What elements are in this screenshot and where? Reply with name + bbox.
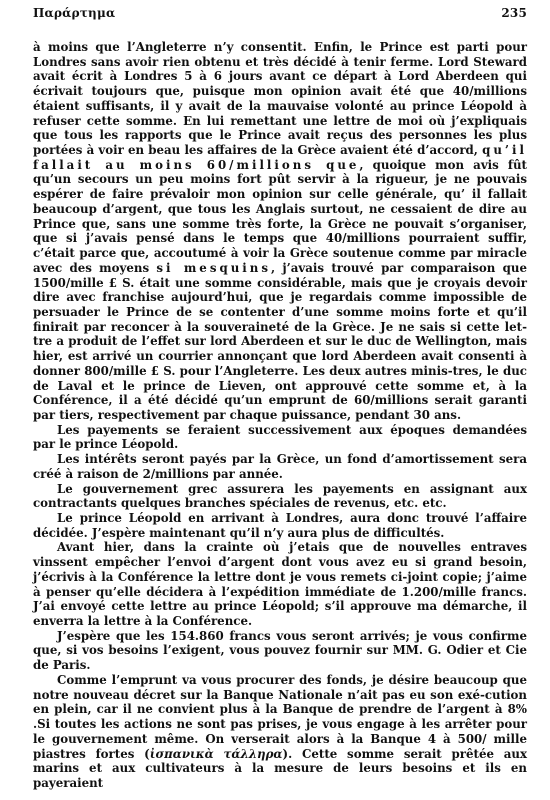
text-segment: Avant hier, dans la crainte où j’etais que de nouvelles entraves vinssent empêcher l’envoi d’argent dont vous avez eu si grand besoin, j’écrivis à la Conférence la lettre dont je vous remets ci-joint copie; j’aime à penser qu’elle décidera à l’expédition immédiate de 1.200/mille francs. J’ai envoyé cette lettre au prince Léopold; s’il approuve ma démarche, il enverra la lettre à la Conférence. — [33, 540, 527, 629]
body-text — [33, 40, 527, 791]
paragraph-6 — [33, 540, 527, 628]
page-header — [33, 6, 527, 26]
page-number: 235 — [501, 6, 527, 20]
paragraph-7 — [33, 629, 527, 673]
document-page — [33, 6, 527, 796]
paragraph-4 — [33, 482, 527, 511]
text-segment: Les intérêts seront payés par la Grèce, un fond d’amortissement sera créé à raison de 2/millions par année. — [33, 452, 527, 481]
spaced-emphasis: si mesquins — [156, 260, 271, 275]
text-segment: J’espère que les 154.860 francs vous seront arrivés; je vous confirme que, si vos besoins l’exigent, vous pouvez fournir sur MM. G. Odier et Cie de Paris. — [33, 628, 527, 673]
text-segment: Le gouvernement grec assurera les payements en assignant aux contractants quelques branches spéciales de revenus, etc. etc. — [33, 481, 527, 511]
text-segment: Le prince Léopold en arrivant à Londres, aura donc trouvé l’affaire décidée. J’espère maintenant qu’il n’y aura plus de difficultés. — [33, 511, 527, 540]
text-segment: Comme l’emprunt va vous procurer des fonds, je désire beaucoup que notre nouveau décret sur la Banque Nationale n’ait pas eu son exé-cution en plein, car il ne convient plus à la Banque de prendre de l’argent à 8% .Si toutes les actions ne sont pas prises, je vous engage à les arrêter pour le gouvernement même. On verserait alors à la Banque 4 à 500/ mille piastres fortes ( — [33, 672, 527, 761]
paragraph-3 — [33, 452, 527, 481]
greek-phrase: ἰσπανικὰ τάλληρα — [149, 746, 283, 761]
text-segment: Les payements se feraient successivement aux époques demandées par le prince Léopold. — [33, 422, 527, 452]
spaced-emphasis: qu’il fallait au moins 60/millions que — [33, 143, 527, 172]
text-segment: , j’avais trouvé par comparaison que 1500/mille £ S. était une somme considérable, mais que je croyais devoir dire avec franchise aujourd’hui, que je regardais comme impossible de persuader le Prince de se contenter d’une somme moins forte et qu’il finirait par reconcer à la souveraineté de la Grèce. Je ne sais si cette let-tre a produit de l’effet sur lord Aberdeen et sur le duc de Wellington, mais hier, est arrivé un courrier annonçant que lord Aberdeen avait consenti à donner 800/mille £ S. pour l’Angleterre. Les deux autres minis-tres, le duc de Laval et le prince de Lieven, ont approuvé cette somme et, à la Conférence, il a été décidé qu’un emprunt de 60/millions serait garanti par tiers, respectivement par chaque puissance, pendant 30 ans. — [33, 260, 527, 422]
text-segment: à moins que l’Angleterre n’y consentit. Enfin, le Prince est parti pour Londres sans avoir rien obtenu et très décidé à tenir ferme. Lord Steward avait écrit à Londres 5 à 6 jours avant ce départ à Lord Aberdeen qui écrivait toujours que, puisque mon opinion avait été que 40/millions étaient suffisants, il y avait de la mauvaise volonté au prince Léopold à refuser cette somme. En lui remettant une lettre de moi où j’expliquais que tous les rapports que le Prince avait reçus des personnes les plus portées à voir en beau les affaires de la Grèce avaient été d’accord, — [33, 40, 527, 158]
paragraph-1 — [33, 40, 527, 423]
paragraph-2 — [33, 423, 527, 452]
paragraph-5 — [33, 511, 527, 540]
text-segment: , quoique mon avis fût qu’un secours un peu moins fort pût servir à la rigueur, je ne pouvais espérer de faire prévaloir mon opinion sur celle générale, qu’ il fallait beaucoup d’argent, que tous les Anglais surtout, ne cessaient de dire au Prince que, sans une somme très forte, la Grèce ne pouvait s’organiser, que si j’avais pensé dans le temps que 40/millions pourraient suffir, c’était parce que, accoutumé à voir la Grèce soutenue comme par miracle avec des moyens — [33, 157, 527, 275]
text-segment: ). Cette somme serait prêtée aux marins et aux cultivateurs à la mesure de leurs besoins et ils en payeraient — [33, 746, 527, 790]
paragraph-8 — [33, 673, 527, 791]
running-title: Παράρτημα — [33, 6, 116, 20]
